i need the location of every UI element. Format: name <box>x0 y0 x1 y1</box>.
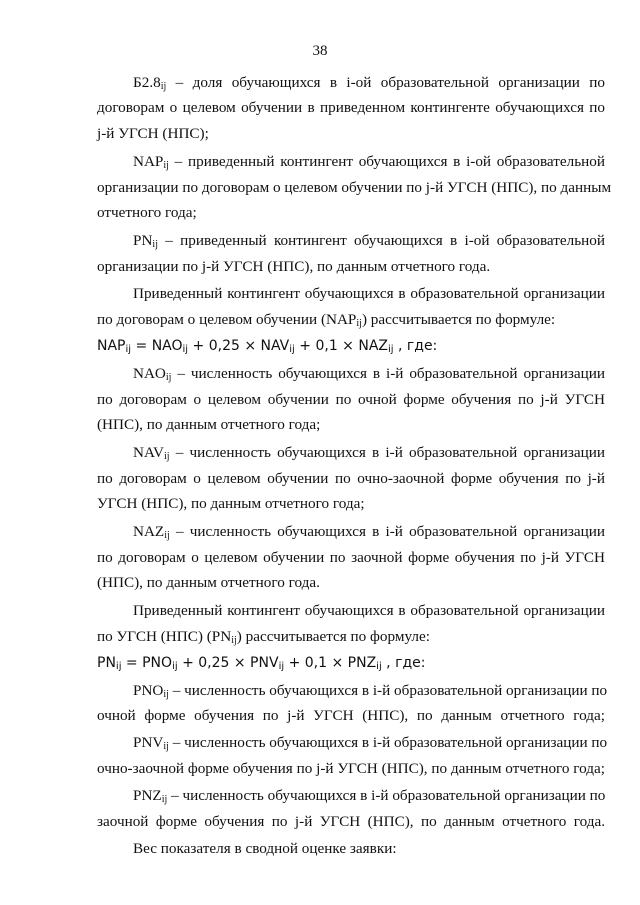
page-number: 38 <box>312 43 328 59</box>
text-line: $NAV_{ij}$ – численность обучающихся в i-й образовательной организации <box>133 444 605 462</box>
text-line: $PNV_{ij}$ – численность обучающихся в i-й образовательной организации по <box>133 734 608 752</box>
text-line: (НПС), по данным отчетного года. <box>97 574 320 591</box>
text-line: j-й УГСН (НПС); <box>97 125 209 142</box>
text-line: по договорам о целевом обучении $(NAP_{ij})$ рассчитывается по формуле: <box>97 311 556 329</box>
text-line: организации по j-й УГСН (НПС), по данным отчетного года. <box>97 258 491 275</box>
text-line: $PNO_{ij}$ – численность обучающихся в i-й образовательной организации по <box>133 682 608 700</box>
text-line: по договорам о целевом обучении по очной форме обучения по j-й УГСН <box>97 391 605 408</box>
text-line: договорам о целевом обучении в приведенном контингенте обучающихся по <box>97 99 605 116</box>
text-line: $NAZ_{ij}$ – численность обучающихся в i-й образовательной организации <box>133 523 605 541</box>
text-line: по договорам о целевом обучении по очно-заочной форме обучения по j-й <box>97 470 605 487</box>
formula-pn: $PN_{ij} = PNO_{ij} + 0,25 \times PNV_{ij} + 0,1 \times PNZ_{ij}$ , где: <box>97 655 426 672</box>
text-line: заочной форме обучения по j-й УГСН (НПС), по данным отчетного года. <box>97 813 605 830</box>
text-line: очной форме обучения по j-й УГСН (НПС), по данным отчетного года; <box>97 707 605 724</box>
text-line: Приведенный контингент обучающихся в образовательной организации <box>133 602 605 619</box>
text-line: очно-заочной форме обучения по j-й УГСН (НПС), по данным отчетного года; <box>97 760 605 777</box>
text-line: $Б2.8_{ij}$ – доля обучающихся в i-ой образовательной организации по <box>133 74 605 92</box>
text-line: отчетного года; <box>97 204 197 221</box>
text-line: $NAP_{ij}$ – приведенный контингент обучающихся в i-ой образовательной <box>133 153 605 171</box>
text-line: (НПС), по данным отчетного года; <box>97 416 321 433</box>
text-line: организации по договорам о целевом обучении по j-й УГСН (НПС), по данным <box>97 179 612 196</box>
text-line: УГСН (НПС), по данным отчетного года; <box>97 495 365 512</box>
text-line: по УГСН (НПС) $(PN_{ij})$ рассчитывается по формуле: <box>97 628 430 646</box>
text-line: Приведенный контингент обучающихся в образовательной организации <box>133 285 605 302</box>
text-line: по договорам о целевом обучении по заочной форме обучения по j-й УГСН <box>97 549 605 566</box>
text-line: $PN_{ij}$ – приведенный контингент обучающихся в i-ой образовательной <box>133 232 605 250</box>
text-line: $NAO_{ij}$ – численность обучающихся в i-й образовательной организации <box>133 365 605 383</box>
formula-nap: $NAP_{ij} = NAO_{ij} + 0,25 \times NAV_{ij} + 0,1 \times NAZ_{ij}$ , где: <box>97 338 438 355</box>
text-line: $PNZ_{ij}$ – численность обучающихся в i-й образовательной организации по <box>133 787 606 805</box>
text-line: Вес показателя в сводной оценке заявки: <box>133 840 397 857</box>
